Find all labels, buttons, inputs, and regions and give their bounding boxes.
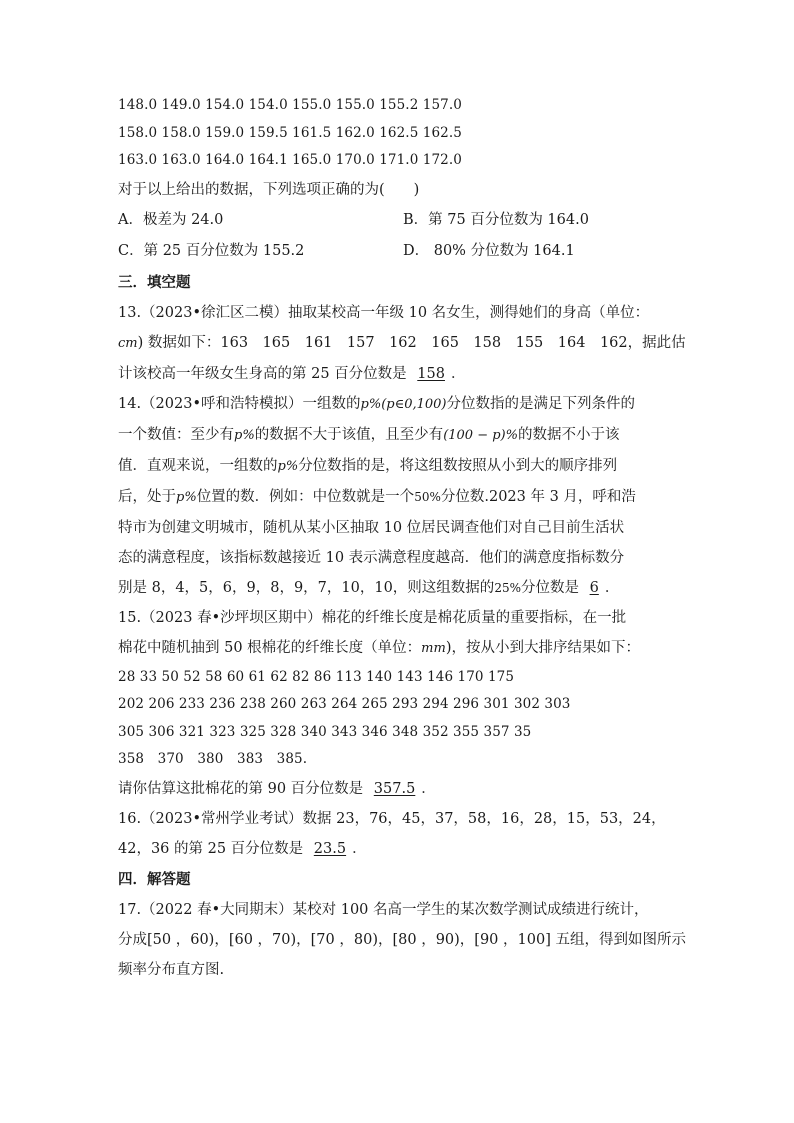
q16-line: 42，36 的第 25 百分位数是 23.5 ． <box>118 834 688 864</box>
q15-line: 棉花中随机抽到 50 根棉花的纤维长度（单位：mm)，按从小到大排序结果如下： <box>118 639 640 656</box>
q15-line: 15.（2023 春•沙坪坝区期中）棉花的纤维长度是棉花质量的重要指标，在一批 <box>118 609 627 626</box>
section-heading-fill-in: 三．填空题 <box>118 273 191 291</box>
q12-options-row2 <box>118 236 688 267</box>
q12-stem: 对于以上给出的数据，下列选项正确的为( ) <box>118 181 420 198</box>
q14-line: 特市为创建文明城市，随机从某小区抽取 10 位居民调查他们对自己目前生活状 <box>118 519 625 536</box>
data-row: 305 306 321 323 325 328 340 343 346 348 352 355 357 35 <box>118 723 532 740</box>
unit-cm: cm <box>118 335 138 351</box>
q16-line: 16.（2023•常州学业考试）数据 23，76，45，37，58，16，28，15，53，24， <box>118 810 666 827</box>
data-row: 28 33 50 52 58 60 61 62 82 86 113 140 143 146 170 175 <box>118 668 515 685</box>
q17-line: 17.（2022 春•大同期末）某校对 100 名高一学生的某次数学测试成绩进行统计， <box>118 901 649 918</box>
q17-line: 频率分布直方图. <box>118 961 225 978</box>
option-c: C．第 25 百分位数为 155.2 <box>118 242 305 259</box>
data-row: 202 206 233 236 238 260 263 264 265 293 294 296 301 302 303 <box>118 696 571 712</box>
q14-line: 一个数值：至少有p%的数据不大于该值，且至少有(100 − p)%的数据不小于该 <box>118 426 620 443</box>
q14-line: 值．直观来说，一组数的p%分位数指的是，将这组数按照从小到大的顺序排列 <box>118 457 618 474</box>
q14-line: 14.（2023•呼和浩特模拟）一组数的p%(p∈0,100)分位数指的是满足下列条件的 <box>118 395 635 412</box>
q15-line: 请你估算这批棉花的第 90 百分位数是 357.5 ． <box>118 774 688 804</box>
answer-blank: 6 <box>589 579 599 596</box>
option-d: D． 80% 分位数为 164.1 <box>403 242 575 259</box>
data-row: 358 370 380 383 385. <box>118 751 308 767</box>
document-content <box>118 92 688 985</box>
data-row: 163.0 163.0 164.0 164.1 165.0 170.0 171.0 172.0 <box>118 152 462 168</box>
q14-line: 态的满意程度，该指标数越接近 10 表示满意程度越高．他们的满意度指标数分 <box>118 549 625 566</box>
answer-blank: 158 <box>417 365 445 382</box>
q14-line: 别是 8，4，5，6，9，8，9，7，10，10，则这组数据的25%分位数是 6 ． <box>118 573 688 603</box>
answer-blank: 23.5 <box>313 840 347 857</box>
q14-line: 后，处于p%位置的数．例如：中位数就是一个50%分位数.2023 年 3 月，呼和浩 <box>118 488 636 505</box>
option-b: B．第 75 百分位数为 164.0 <box>403 211 589 228</box>
data-row: 158.0 158.0 159.0 159.5 161.5 162.0 162.5 162.5 <box>118 124 462 141</box>
q13-line: 计该校高一年级女生身高的第 25 百分位数是 158 ． <box>118 359 688 389</box>
answer-blank: 357.5 <box>373 780 416 797</box>
data-row: 148.0 149.0 154.0 154.0 155.0 155.0 155.2 157.0 <box>118 97 462 113</box>
q17-line: 分成[50 ，60)，[60 ，70)，[70 ，80)，[80 ，90)，[90 ，100] 五组，得到如图所示 <box>118 931 686 948</box>
option-a: A．极差为 24.0 <box>118 211 224 228</box>
section-heading-solutions: 四．解答题 <box>118 870 191 888</box>
q13-line: cm) 数据如下：163 165 161 157 162 165 158 155 164 162，据此估 <box>118 334 686 351</box>
q12-options-row1 <box>118 205 688 236</box>
q13-line: 13.（2023•徐汇区二模）抽取某校高一年级 10 名女生，测得她们的身高（单位： <box>118 304 650 321</box>
